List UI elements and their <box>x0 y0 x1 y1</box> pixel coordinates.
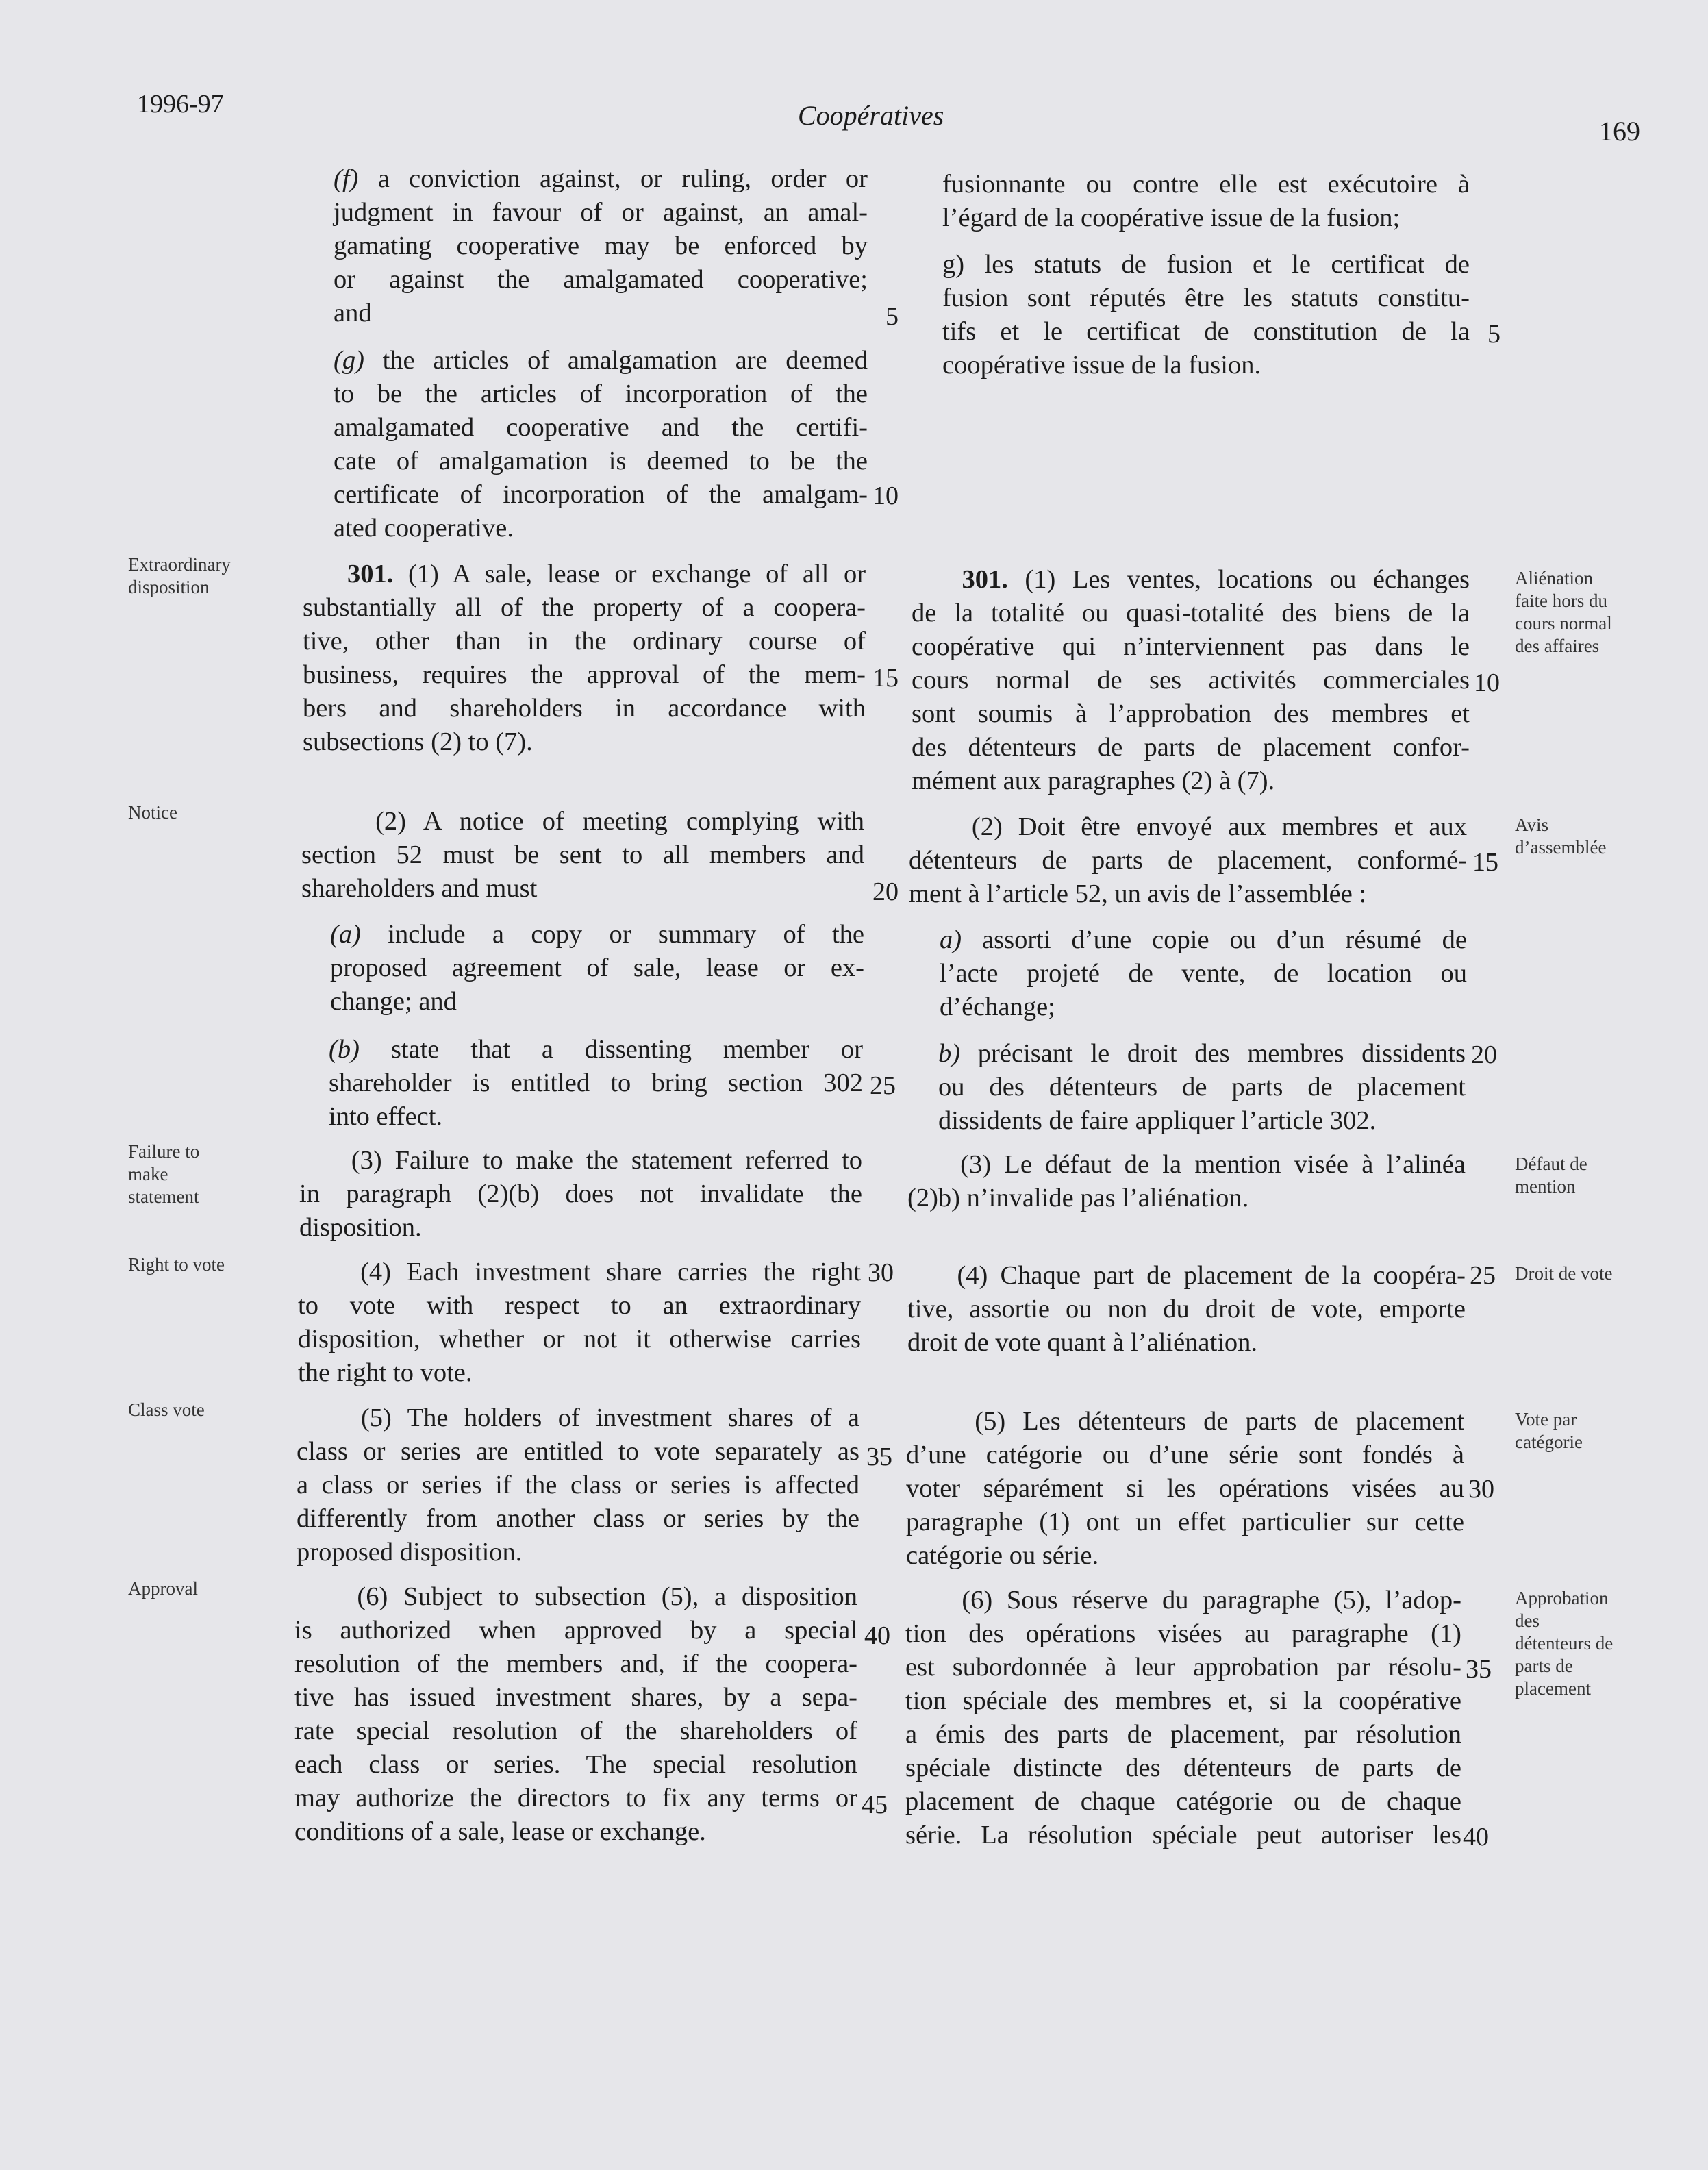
fr-s5-line: paragraphe (1) ont un effet particulier sur cette <box>906 1508 1464 1536</box>
en-para-b-line: into effect. <box>329 1102 443 1131</box>
margin-note-line: placement <box>1515 1678 1591 1699</box>
margin-note-alienation <box>1515 567 1645 658</box>
line-number-10-en: 10 <box>872 482 899 510</box>
line-number-20-en: 20 <box>872 877 899 906</box>
fr-s6-line: (6) Sous réserve du paragraphe (5), l’adop- <box>962 1586 1461 1614</box>
en-s5-line: differently from another class or series by the <box>297 1504 859 1533</box>
margin-note-line: Approbation <box>1515 1588 1609 1608</box>
fr-s2-line: détenteurs de parts de placement, conformé- <box>909 846 1467 875</box>
fr-s301-line: mément aux paragraphes (2) à (7). <box>912 766 1275 795</box>
line-number-40-fr: 40 <box>1463 1823 1489 1851</box>
en-s301-line: substantially all of the property of a coopera- <box>303 593 866 622</box>
fr-para-b-label: b) <box>938 1039 961 1068</box>
en-para-a-line: change; and <box>330 987 457 1016</box>
margin-note-line: des <box>1515 1610 1540 1631</box>
en-s301-line: bers and shareholders in accordance with <box>303 694 866 723</box>
en-s4-line: the right to vote. <box>298 1358 473 1387</box>
fr-para-f-line: fusionnante ou contre elle est exécutoire à <box>942 170 1470 199</box>
margin-note-line: Notice <box>128 802 177 823</box>
margin-note-line: faite hors du <box>1515 590 1607 611</box>
en-section-301-1 <box>303 558 866 759</box>
fr-s4-line: (4) Chaque part de placement de la coopéra- <box>957 1261 1466 1290</box>
fr-s5-line: (5) Les détenteurs de parts de placement <box>975 1407 1465 1436</box>
line-number-25-en: 25 <box>870 1071 896 1100</box>
line-number-15-en: 15 <box>872 664 899 693</box>
en-para-g-label: (g) <box>334 346 364 375</box>
margin-note-line: Défaut de <box>1515 1153 1587 1174</box>
fr-para-b-line: ou des détenteurs de parts de placement <box>938 1073 1466 1101</box>
fr-para-a <box>940 923 1467 1024</box>
en-para-g <box>334 344 868 545</box>
en-s6-line: (6) Subject to subsection (5), a disposition <box>357 1582 858 1611</box>
margin-note-defaut <box>1515 1153 1645 1198</box>
margin-note-failure-to-make-statement <box>128 1140 265 1208</box>
fr-s6-line: série. La résolution spéciale peut autoriser les <box>905 1821 1461 1849</box>
en-s3-line: disposition. <box>299 1213 422 1242</box>
fr-s6-line: tion spéciale des membres et, si la coopérative <box>905 1686 1461 1715</box>
margin-note-droit-de-vote <box>1515 1262 1645 1285</box>
fr-subsection-6 <box>905 1584 1461 1852</box>
margin-note-line: Class vote <box>128 1399 205 1420</box>
en-s6-line: may authorize the directors to fix any terms or <box>294 1784 857 1812</box>
margin-note-class-vote <box>128 1399 265 1421</box>
fr-para-g-line: les statuts de fusion et le certificat de <box>984 250 1470 279</box>
margin-note-approval <box>128 1577 265 1600</box>
fr-s2-line: ment à l’article 52, un avis de l’assemblée : <box>909 880 1367 908</box>
fr-s301-line: cours normal de ses activités commerciales <box>912 666 1470 695</box>
fr-para-a-line: d’échange; <box>940 993 1055 1021</box>
fr-s6-line: a émis des parts de placement, par résolution <box>905 1720 1461 1749</box>
en-para-a-label: (a) <box>330 920 361 949</box>
margin-note-line: Approval <box>128 1578 198 1599</box>
en-s3-line: in paragraph (2)(b) does not invalidate the <box>299 1180 862 1208</box>
margin-note-line: statement <box>128 1186 199 1207</box>
en-s5-line: proposed disposition. <box>297 1538 523 1567</box>
en-subsection-2 <box>301 805 864 906</box>
line-number-40-en: 40 <box>864 1621 890 1650</box>
line-number-5-en: 5 <box>886 302 899 331</box>
en-s5-line: a class or series if the class or series is affected <box>297 1471 859 1499</box>
en-para-g-line: the articles of amalgamation are deemed <box>382 346 868 375</box>
line-number-30-en: 30 <box>868 1258 894 1287</box>
margin-note-avis <box>1515 814 1645 859</box>
fr-para-b <box>938 1037 1466 1138</box>
fr-para-g-label: g) <box>942 250 965 279</box>
fr-s5-line: d’une catégorie ou d’une série sont fondés à <box>906 1441 1464 1469</box>
fr-s6-line: placement de chaque catégorie ou de chaque <box>905 1787 1461 1816</box>
fr-s301-line: coopérative qui n’interviennent pas dans le <box>912 632 1470 661</box>
fr-s301-line: sont soumis à l’approbation des membres et <box>912 699 1470 728</box>
fr-subsection-3 <box>907 1148 1466 1215</box>
margin-note-line: mention <box>1515 1176 1576 1197</box>
line-number-35-en: 35 <box>866 1443 892 1471</box>
margin-note-line: Avis <box>1515 814 1549 835</box>
margin-note-approbation <box>1515 1587 1645 1700</box>
fr-s3-line: (2)b) n’invalide pas l’aliénation. <box>907 1184 1249 1212</box>
page-number: 169 <box>1599 116 1640 147</box>
en-para-f <box>334 162 868 330</box>
en-s301-line: (1) A sale, lease or exchange of all or <box>407 560 866 588</box>
en-s6-line: is authorized when approved by a special <box>294 1616 857 1645</box>
fr-para-g-line: coopérative issue de la fusion. <box>942 351 1261 379</box>
line-number-20-fr: 20 <box>1471 1040 1497 1069</box>
en-para-a <box>330 918 864 1019</box>
en-para-g-line: ated cooperative. <box>334 514 514 542</box>
fr-para-a-line: l’acte projeté de vente, de location ou <box>940 959 1467 988</box>
line-number-10-fr: 10 <box>1474 669 1500 697</box>
en-s6-line: rate special resolution of the shareholders of <box>294 1717 857 1745</box>
en-para-b-line: shareholder is entitled to bring section 302 <box>329 1069 863 1097</box>
en-para-b-label: (b) <box>329 1035 360 1064</box>
fr-para-b-line: précisant le droit des membres dissidents <box>977 1039 1466 1068</box>
fr-s301-line: (1) Les ventes, locations ou échanges <box>1025 565 1470 594</box>
margin-note-line: make <box>128 1164 168 1184</box>
fr-s2-line: (2) Doit être envoyé aux membres et aux <box>971 812 1468 841</box>
margin-note-line: Aliénation <box>1515 568 1593 588</box>
en-subsection-4 <box>298 1256 861 1390</box>
en-para-f-line: or against the amalgamated cooperative; <box>334 265 868 294</box>
en-para-g-line: amalgamated cooperative and the certifi- <box>334 413 868 442</box>
fr-section-301-1 <box>912 563 1470 798</box>
line-number-15-fr: 15 <box>1472 848 1498 877</box>
fr-s6-line: spéciale distincte des détenteurs de parts de <box>905 1754 1461 1782</box>
en-para-g-line: cate of amalgamation is deemed to be the <box>334 447 868 475</box>
margin-note-line: détenteurs de <box>1515 1633 1613 1654</box>
fr-para-g-line: fusion sont réputés être les statuts constitu- <box>942 284 1470 312</box>
en-para-g-line: to be the articles of incorporation of the <box>334 379 868 408</box>
header-year: 1996-97 <box>137 90 224 119</box>
fr-s4-line: droit de vote quant à l’aliénation. <box>907 1328 1258 1357</box>
margin-note-notice <box>128 801 265 824</box>
line-number-25-fr: 25 <box>1470 1261 1496 1290</box>
en-s5-line: class or series are entitled to vote separately as <box>297 1437 859 1466</box>
fr-subsection-2 <box>909 810 1467 911</box>
margin-note-line: disposition <box>128 577 210 597</box>
en-para-b <box>329 1033 863 1134</box>
fr-para-a-label: a) <box>940 925 962 954</box>
en-s6-line: tive has issued investment shares, by a sepa- <box>294 1683 857 1712</box>
en-s2-line: section 52 must be sent to all members and <box>301 840 864 869</box>
fr-s6-line: est subordonnée à leur approbation par résolu- <box>905 1653 1461 1682</box>
fr-s3-line: (3) Le défaut de la mention visée à l’alinéa <box>960 1150 1466 1179</box>
en-section-number: 301. <box>347 560 394 588</box>
fr-s301-line: des détenteurs de parts de placement confor- <box>912 733 1470 762</box>
fr-para-f <box>942 168 1470 235</box>
margin-note-line: Vote par <box>1515 1409 1577 1430</box>
en-subsection-5 <box>297 1401 859 1569</box>
fr-s301-line: de la totalité ou quasi-totalité des biens de la <box>912 599 1470 627</box>
margin-note-line: catégorie <box>1515 1432 1583 1452</box>
fr-s5-line: voter séparément si les opérations visées au <box>906 1474 1464 1503</box>
en-s4-line: disposition, whether or not it otherwise carries <box>298 1325 861 1354</box>
margin-note-line: cours normal <box>1515 613 1612 634</box>
en-para-f-line: gamating cooperative may be enforced by <box>334 232 868 260</box>
fr-para-g-line: tifs et le certificat de constitution de la <box>942 317 1470 346</box>
en-para-g-line: certificate of incorporation of the amalgam- <box>334 480 868 509</box>
en-s6-line: conditions of a sale, lease or exchange. <box>294 1817 706 1846</box>
line-number-45-en: 45 <box>862 1791 888 1819</box>
header-title: Coopératives <box>798 100 944 131</box>
fr-s5-line: catégorie ou série. <box>906 1541 1099 1570</box>
margin-note-line: Right to vote <box>128 1254 225 1275</box>
en-s6-line: each class or series. The special resolution <box>294 1750 857 1779</box>
en-s2-line: (2) A notice of meeting complying with <box>375 807 864 836</box>
en-para-f-line: a conviction against, or ruling, order or <box>377 164 868 193</box>
margin-note-line: Failure to <box>128 1141 200 1162</box>
en-s6-line: resolution of the members and, if the coopera- <box>294 1649 857 1678</box>
en-subsection-6 <box>294 1580 857 1849</box>
fr-s6-line: tion des opérations visées au paragraphe (1) <box>905 1619 1461 1648</box>
line-number-30-fr: 30 <box>1468 1475 1494 1504</box>
margin-note-extraordinary-disposition <box>128 553 265 599</box>
margin-note-line: Extraordinary <box>128 554 231 575</box>
margin-note-line: Droit de vote <box>1515 1263 1613 1284</box>
en-s301-line: tive, other than in the ordinary course of <box>303 627 866 656</box>
margin-note-right-to-vote <box>128 1254 265 1276</box>
fr-para-a-line: assorti d’une copie ou d’un résumé de <box>982 925 1467 954</box>
en-s301-line: business, requires the approval of the mem- <box>303 660 866 689</box>
fr-para-b-line: dissidents de faire appliquer l’article 302. <box>938 1106 1377 1135</box>
en-para-a-line: include a copy or summary of the <box>388 920 864 949</box>
margin-note-line: parts de <box>1515 1656 1573 1676</box>
en-s5-line: (5) The holders of investment shares of a <box>360 1404 860 1432</box>
line-number-5-fr: 5 <box>1487 320 1500 349</box>
en-subsection-3 <box>299 1144 862 1245</box>
margin-note-line: des affaires <box>1515 636 1600 656</box>
fr-subsection-5 <box>906 1405 1464 1573</box>
en-para-b-line: state that a dissenting member or <box>390 1035 864 1064</box>
en-para-f-line: and <box>334 299 372 327</box>
fr-s4-line: tive, assortie ou non du droit de vote, emporte <box>907 1295 1466 1323</box>
fr-section-number: 301. <box>962 565 1008 594</box>
en-para-f-line: judgment in favour of or against, an amal- <box>334 198 868 227</box>
en-s3-line: (3) Failure to make the statement referred to <box>351 1146 863 1175</box>
en-para-f-label: (f) <box>334 164 359 193</box>
en-s4-line: to vote with respect to an extraordinary <box>298 1291 861 1320</box>
line-number-35-fr: 35 <box>1466 1655 1492 1684</box>
en-s301-line: subsections (2) to (7). <box>303 727 533 756</box>
margin-note-line: d’assemblée <box>1515 837 1607 858</box>
margin-note-vote-par-categorie <box>1515 1408 1645 1454</box>
en-s4-line: (4) Each investment share carries the right <box>360 1258 861 1286</box>
en-para-a-line: proposed agreement of sale, lease or ex- <box>330 953 864 982</box>
en-s2-line: shareholders and must <box>301 874 538 903</box>
fr-para-g <box>942 248 1470 382</box>
fr-para-f-line: l’égard de la coopérative issue de la fusion; <box>942 203 1401 232</box>
fr-subsection-4 <box>907 1259 1466 1360</box>
